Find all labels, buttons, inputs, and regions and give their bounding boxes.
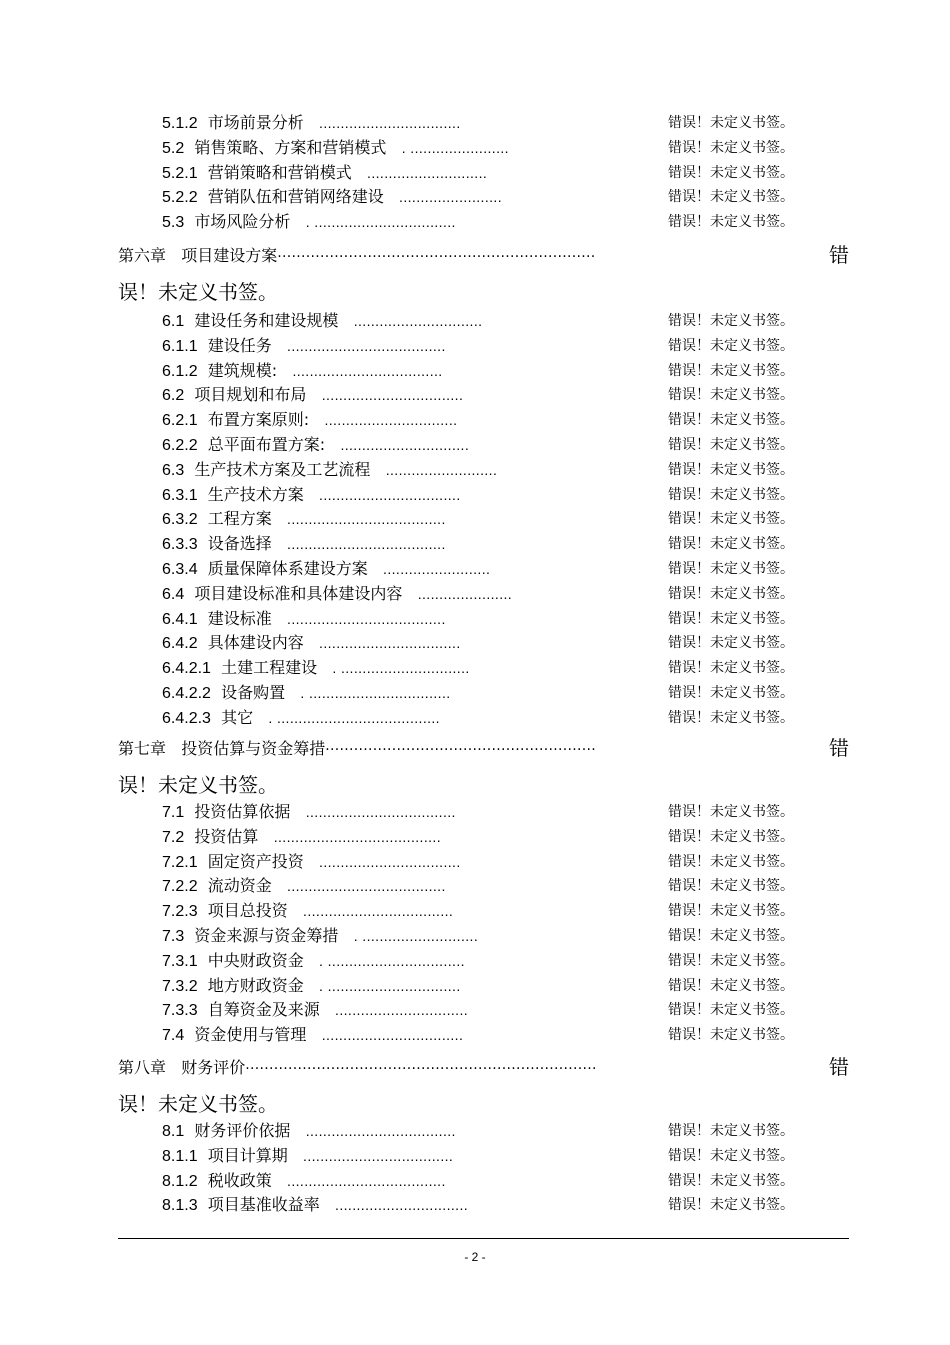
toc-page-ref-error: 错误！未定义书签。: [668, 611, 794, 627]
toc-entry-number: 6.1.2: [162, 363, 198, 380]
toc-leader-dots: ...............................: [335, 1002, 469, 1018]
toc-entry-number: 6.2: [162, 387, 185, 404]
toc-leader-dots: ........................: [399, 189, 502, 205]
toc-entry-number: 7.3.2: [162, 978, 198, 995]
toc-page-ref-error: 错误！未定义书签。: [668, 412, 794, 428]
toc-entry-title: 投资估算: [194, 827, 259, 846]
toc-entry[interactable]: [162, 385, 463, 406]
toc-entry-number: 7.2.3: [162, 903, 198, 920]
toc-entry[interactable]: [162, 1121, 456, 1142]
chapter-leader-dots: ·························································: [325, 742, 597, 758]
toc-page-ref-error: 错误！未定义书签。: [668, 854, 794, 870]
toc-entry-title: 财务评价依据: [194, 1121, 291, 1140]
toc-entry-title: 项目建设标准和具体建设内容: [194, 584, 403, 603]
toc-page-ref-error: 错误！未定义书签。: [668, 1002, 794, 1018]
chapter-error-tail: 误！未定义书签。: [118, 280, 278, 304]
toc-entry-number: 5.2.2: [162, 189, 198, 206]
toc-entry[interactable]: [162, 876, 446, 897]
chapter-heading[interactable]: [118, 738, 596, 761]
toc-entry-number: 6.4.2.2: [162, 685, 211, 702]
toc-page-ref-error: 错误！未定义书签。: [668, 710, 794, 726]
toc-entry-title: 建筑规模:: [207, 361, 278, 380]
toc-entry-number: 7.1: [162, 804, 185, 821]
toc-entry-number: 8.1.3: [162, 1197, 198, 1214]
toc-entry-number: 6.3: [162, 462, 185, 479]
toc-entry-number: 6.3.1: [162, 487, 198, 504]
toc-entry-title: 营销策略和营销模式: [207, 163, 352, 182]
chapter-leader-dots: ··········································································: [245, 1061, 597, 1077]
toc-entry[interactable]: [162, 926, 478, 947]
toc-entry-number: 6.1: [162, 313, 185, 330]
toc-entry-title: 建设任务和建设规模: [194, 311, 339, 330]
toc-entry-title: 税收政策: [207, 1171, 272, 1190]
toc-entry-number: 6.2.2: [162, 437, 198, 454]
toc-entry[interactable]: [162, 609, 446, 630]
toc-entry-title: 项目总投资: [207, 901, 288, 920]
toc-leader-dots: .................................: [321, 387, 464, 403]
toc-page-ref-error: 错误！未定义书签。: [668, 804, 794, 820]
toc-entry[interactable]: [162, 584, 512, 605]
toc-entry[interactable]: [162, 311, 482, 332]
toc-entry-number: 6.4: [162, 586, 185, 603]
toc-entry-title: 自筹资金及来源: [207, 1000, 320, 1019]
toc-leader-dots: .....................................: [287, 536, 446, 552]
chapter-error-start: 错: [829, 243, 849, 267]
toc-page-ref-error: 错误！未定义书签。: [668, 561, 794, 577]
toc-page-ref-error: 错误！未定义书签。: [668, 586, 794, 602]
toc-page-ref-error: 错误！未定义书签。: [668, 978, 794, 994]
toc-leader-dots: . ...........................: [353, 928, 479, 944]
toc-page-ref-error: 错误！未定义书签。: [668, 511, 794, 527]
toc-leader-dots: ...................................: [305, 1123, 456, 1139]
toc-entry[interactable]: [162, 658, 470, 679]
toc-page-ref-error: 错误！未定义书签。: [668, 536, 794, 552]
toc-entry-title: 项目基准收益率: [207, 1195, 320, 1214]
toc-leader-dots: ...................................: [303, 903, 454, 919]
toc-leader-dots: . ...............................: [319, 978, 461, 994]
toc-leader-dots: .................................: [319, 487, 461, 503]
toc-entry-title: 质量保障体系建设方案: [207, 559, 368, 578]
toc-entry[interactable]: [162, 559, 490, 580]
toc-entry-number: 6.4.1: [162, 611, 198, 628]
toc-page-ref-error: 错误！未定义书签。: [668, 953, 794, 969]
toc-leader-dots: .................................: [321, 1027, 464, 1043]
toc-entry[interactable]: [162, 187, 502, 208]
toc-page-ref-error: 错误！未定义书签。: [668, 140, 794, 156]
toc-entry-number: 6.3.3: [162, 536, 198, 553]
toc-page-ref-error: 错误！未定义书签。: [668, 338, 794, 354]
toc-entry-title: 其它: [221, 708, 254, 727]
toc-entry-title: 营销队伍和营销网络建设: [207, 187, 384, 206]
toc-entry-title: 布置方案原则:: [207, 410, 310, 429]
toc-leader-dots: ............................: [367, 165, 488, 181]
toc-entry-title: 流动资金: [207, 876, 272, 895]
toc-entry-title: 土建工程建设: [221, 658, 318, 677]
toc-entry-title: 总平面布置方案:: [207, 435, 326, 454]
toc-entry-title: 工程方案: [207, 509, 272, 528]
toc-entry-title: 资金来源与资金筹措: [194, 926, 339, 945]
toc-entry-number: 6.1.1: [162, 338, 198, 355]
toc-entry[interactable]: [162, 901, 453, 922]
toc-leader-dots: ..........................: [385, 462, 498, 478]
toc-entry[interactable]: [162, 951, 465, 972]
toc-entry[interactable]: [162, 410, 457, 431]
toc-page-ref-error: 错误！未定义书签。: [668, 685, 794, 701]
toc-page-ref-error: 错误！未定义书签。: [668, 363, 794, 379]
toc-entry[interactable]: [162, 1146, 453, 1167]
toc-page-ref-error: 错误！未定义书签。: [668, 437, 794, 453]
toc-page-ref-error: 错误！未定义书签。: [668, 878, 794, 894]
chapter-title: 第六章 项目建设方案: [118, 246, 278, 265]
toc-entry-number: 7.3.1: [162, 953, 198, 970]
toc-entry-title: 设备购置: [221, 683, 286, 702]
toc-page-ref-error: 错误！未定义书签。: [668, 1197, 794, 1213]
toc-entry-title: 资金使用与管理: [194, 1025, 307, 1044]
toc-entry[interactable]: [162, 361, 443, 382]
toc-entry[interactable]: [162, 485, 461, 506]
toc-entry-title: 设备选择: [207, 534, 272, 553]
toc-entry-title: 生产技术方案: [207, 485, 304, 504]
chapter-title: 第八章 财务评价: [118, 1058, 246, 1077]
toc-entry[interactable]: [162, 435, 469, 456]
toc-entry[interactable]: [162, 827, 441, 848]
toc-entry-title: 具体建设内容: [207, 633, 304, 652]
toc-leader-dots: ...................................: [303, 1148, 454, 1164]
toc-entry-number: 5.2: [162, 140, 185, 157]
toc-page-ref-error: 错误！未定义书签。: [668, 1148, 794, 1164]
toc-page-ref-error: 错误！未定义书签。: [668, 462, 794, 478]
toc-leader-dots: ...............................: [324, 412, 458, 428]
toc-entry[interactable]: [162, 1025, 463, 1046]
toc-leader-dots: ..............................: [353, 313, 483, 329]
toc-entry-title: 固定资产投资: [207, 852, 304, 871]
toc-page-ref-error: 错误！未定义书签。: [668, 660, 794, 676]
toc-entry-number: 6.4.2.1: [162, 660, 211, 677]
toc-entry-title: 生产技术方案及工艺流程: [194, 460, 371, 479]
toc-page-ref-error: 错误！未定义书签。: [668, 165, 794, 181]
toc-entry[interactable]: [162, 1171, 446, 1192]
toc-page-ref-error: 错误！未定义书签。: [668, 928, 794, 944]
toc-leader-dots: .....................................: [287, 611, 446, 627]
chapter-error-tail: 误！未定义书签。: [118, 773, 278, 797]
toc-page-ref-error: 错误！未定义书签。: [668, 387, 794, 403]
toc-entry-title: 投资估算依据: [194, 802, 291, 821]
toc-entry-title: 地方财政资金: [207, 976, 304, 995]
chapter-error-start: 错: [829, 1055, 849, 1079]
toc-leader-dots: ......................: [417, 586, 513, 602]
toc-page-ref-error: 错误！未定义书签。: [668, 1027, 794, 1043]
toc-entry[interactable]: [162, 633, 461, 654]
toc-entry-number: 7.4: [162, 1027, 185, 1044]
toc-entry-title: 建设任务: [207, 336, 272, 355]
toc-entry-number: 7.3.3: [162, 1002, 198, 1019]
toc-leader-dots: . .......................: [401, 140, 509, 156]
toc-leader-dots: .......................................: [273, 829, 441, 845]
toc-leader-dots: ...................................: [305, 804, 456, 820]
chapter-leader-dots: ···································································: [277, 249, 596, 265]
toc-leader-dots: ...............................: [335, 1197, 469, 1213]
toc-entry-number: 7.2: [162, 829, 185, 846]
toc-page-ref-error: 错误！未定义书签。: [668, 214, 794, 230]
toc-leader-dots: .....................................: [287, 878, 446, 894]
toc-entry[interactable]: [162, 534, 446, 555]
toc-leader-dots: . .................................: [305, 214, 456, 230]
chapter-title: 第七章 投资估算与资金筹措: [118, 739, 326, 758]
toc-entry[interactable]: [162, 336, 446, 357]
toc-entry-title: 市场前景分析: [207, 113, 304, 132]
toc-entry[interactable]: [162, 683, 451, 704]
toc-entry[interactable]: [162, 138, 509, 159]
toc-leader-dots: .....................................: [287, 511, 446, 527]
toc-page-ref-error: 错误！未定义书签。: [668, 635, 794, 651]
toc-entry-number: 6.2.1: [162, 412, 198, 429]
toc-entry-title: 项目计算期: [207, 1146, 288, 1165]
toc-leader-dots: .....................................: [287, 1173, 446, 1189]
toc-entry-number: 6.4.2.3: [162, 710, 211, 727]
toc-page-ref-error: 错误！未定义书签。: [668, 903, 794, 919]
toc-entry-number: 7.2.2: [162, 878, 198, 895]
toc-entry[interactable]: [162, 708, 440, 729]
toc-leader-dots: . .................................: [300, 685, 451, 701]
chapter-heading[interactable]: [118, 245, 596, 268]
toc-entry-number: 6.3.2: [162, 511, 198, 528]
toc-page-ref-error: 错误！未定义书签。: [668, 829, 794, 845]
toc-entry[interactable]: [162, 976, 461, 997]
toc-page-ref-error: 错误！未定义书签。: [668, 313, 794, 329]
footer-divider: [118, 1238, 849, 1239]
toc-entry-number: 5.2.1: [162, 165, 198, 182]
toc-entry-number: 8.1.1: [162, 1148, 198, 1165]
toc-leader-dots: .................................: [319, 635, 461, 651]
toc-leader-dots: ..............................: [340, 437, 470, 453]
toc-page-ref-error: 错误！未定义书签。: [668, 189, 794, 205]
toc-entry[interactable]: [162, 1195, 468, 1216]
chapter-heading[interactable]: [118, 1057, 597, 1080]
toc-entry-number: 5.1.2: [162, 115, 198, 132]
toc-leader-dots: . ..............................: [332, 660, 470, 676]
toc-entry[interactable]: [162, 163, 487, 184]
toc-entry[interactable]: [162, 113, 461, 134]
chapter-error-tail: 误！未定义书签。: [118, 1092, 278, 1116]
toc-entry[interactable]: [162, 852, 461, 873]
toc-leader-dots: .................................: [319, 854, 461, 870]
toc-leader-dots: . ................................: [319, 953, 465, 969]
toc-leader-dots: .....................................: [287, 338, 446, 354]
toc-entry-title: 销售策略、方案和营销模式: [194, 138, 387, 157]
toc-page-ref-error: 错误！未定义书签。: [668, 487, 794, 503]
toc-entry[interactable]: [162, 802, 456, 823]
toc-leader-dots: .................................: [319, 115, 461, 131]
toc-entry-number: 7.3: [162, 928, 185, 945]
toc-entry-number: 7.2.1: [162, 854, 198, 871]
toc-entry[interactable]: [162, 212, 456, 233]
toc-entry-title: 中央财政资金: [207, 951, 304, 970]
toc-leader-dots: .........................: [383, 561, 491, 577]
toc-entry-title: 项目规划和布局: [194, 385, 307, 404]
page-number: - 2 -: [464, 1250, 486, 1264]
toc-entry-number: 6.3.4: [162, 561, 198, 578]
toc-leader-dots: . ......................................: [268, 710, 440, 726]
toc-page-ref-error: 错误！未定义书签。: [668, 1123, 794, 1139]
toc-leader-dots: ...................................: [292, 363, 443, 379]
toc-entry-title: 市场风险分析: [194, 212, 291, 231]
toc-page-ref-error: 错误！未定义书签。: [668, 115, 794, 131]
toc-entry-number: 5.3: [162, 214, 185, 231]
toc-entry-number: 6.4.2: [162, 635, 198, 652]
toc-entry[interactable]: [162, 1000, 468, 1021]
toc-page-ref-error: 错误！未定义书签。: [668, 1173, 794, 1189]
toc-entry-title: 建设标准: [207, 609, 272, 628]
toc-entry-number: 8.1: [162, 1123, 185, 1140]
chapter-error-start: 错: [829, 736, 849, 760]
toc-entry-number: 8.1.2: [162, 1173, 198, 1190]
toc-entry[interactable]: [162, 460, 497, 481]
toc-entry[interactable]: [162, 509, 446, 530]
